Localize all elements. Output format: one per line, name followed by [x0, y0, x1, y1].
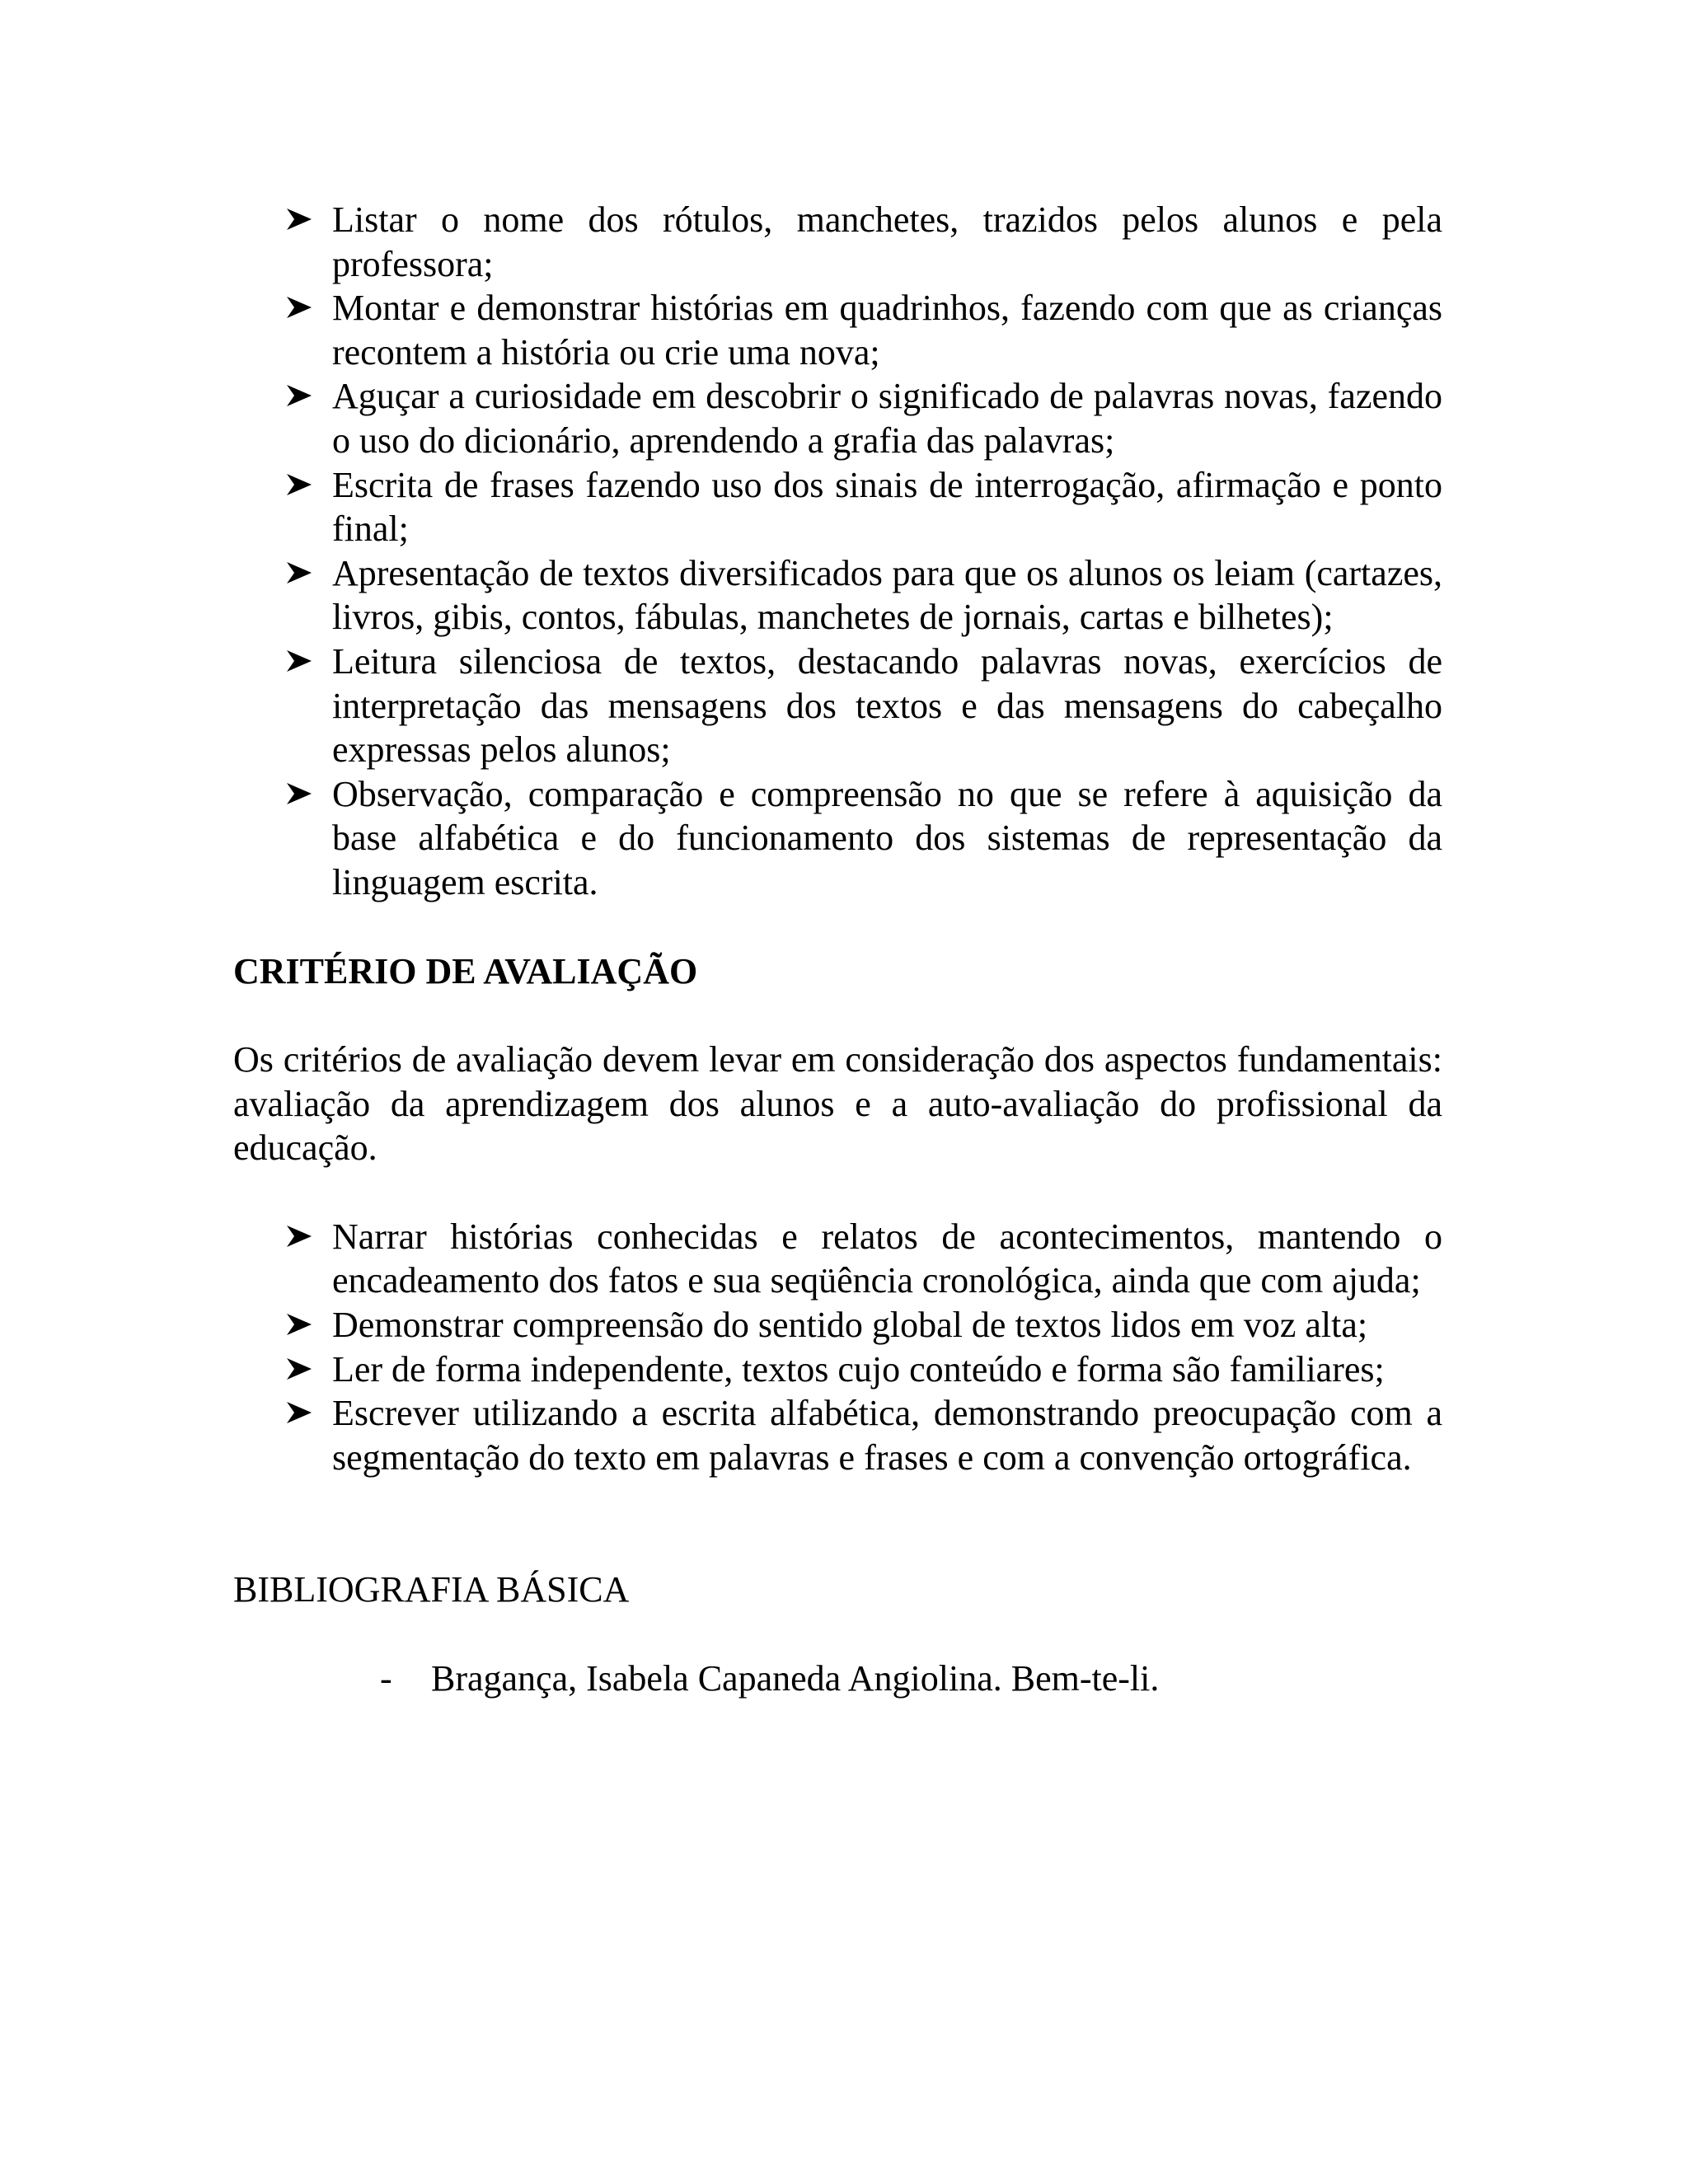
list-item: [332, 463, 1442, 551]
section-heading-bibliography: BIBLIOGRAFIA BÁSICA: [233, 1569, 630, 1610]
list-item: [332, 286, 1442, 374]
arrowhead-bullet-icon: [286, 1401, 312, 1424]
list-item: [332, 1215, 1442, 1303]
list-item-text: Ler de forma independente, textos cujo conteúdo e forma são familiares;: [332, 1348, 1385, 1390]
arrowhead-bullet-icon: [286, 473, 312, 496]
list-item: [332, 1347, 1442, 1392]
list-item: [332, 374, 1442, 462]
evaluation-paragraph: Os critérios de avaliação devem levar em consideração dos aspectos fundamentais: avaliação da aprendizagem dos alunos e a auto-avaliação do profissional da educação.: [233, 1039, 1442, 1169]
arrowhead-bullet-icon: [286, 649, 312, 673]
list-item-text: Escrita de frases fazendo uso dos sinais de interrogação, afirmação e ponto final;: [332, 464, 1442, 550]
list-item: [332, 640, 1442, 772]
arrowhead-bullet-icon: [286, 561, 312, 584]
list-item-text: Leitura silenciosa de textos, destacando palavras novas, exercícios de interpretação das mensagens dos textos e das mensagens do cabeçalho expressas pelos alunos;: [332, 640, 1442, 771]
arrowhead-bullet-icon: [286, 1225, 312, 1248]
list-item-text: Apresentação de textos diversificados para que os alunos os leiam (cartazes, livros, gibis, contos, fábulas, manchetes de jornais, cartas e bilhetes);: [332, 552, 1442, 638]
list-item-text: Aguçar a curiosidade em descobrir o significado de palavras novas, fazendo o uso do dicionário, aprendendo a grafia das palavras;: [332, 376, 1442, 461]
arrowhead-bullet-icon: [286, 782, 312, 805]
bibliography-list: [233, 1657, 1442, 1701]
section-heading-evaluation: CRITÉRIO DE AVALIAÇÃO: [233, 950, 698, 991]
arrowhead-bullet-icon: [286, 296, 312, 319]
bibliography-item-text: Bragança, Isabela Capaneda Angiolina. Bem-te-li.: [431, 1658, 1160, 1699]
list-item: [332, 1303, 1442, 1347]
list-item: [332, 1391, 1442, 1479]
dash-bullet: -: [380, 1658, 392, 1699]
list-item: [332, 198, 1442, 286]
evaluation-criteria-list: [233, 1215, 1442, 1480]
list-item: [332, 551, 1442, 640]
list-item-text: Demonstrar compreensão do sentido global de textos lidos em voz alta;: [332, 1305, 1368, 1346]
activities-list: [233, 198, 1442, 905]
list-item-text: Narrar histórias conhecidas e relatos de acontecimentos, mantendo o encadeamento dos fatos e sua seqüência cronológica, ainda que com ajuda;: [332, 1216, 1442, 1301]
list-item-text: Escrever utilizando a escrita alfabética, demonstrando preocupação com a segmentação do texto em palavras e frases e com a convenção ortográfica.: [332, 1393, 1442, 1478]
list-item-text: Montar e demonstrar histórias em quadrinhos, fazendo com que as crianças recontem a história ou crie uma nova;: [332, 288, 1442, 373]
list-item-text: Listar o nome dos rótulos, manchetes, trazidos pelos alunos e pela professora;: [332, 199, 1442, 284]
arrowhead-bullet-icon: [286, 384, 312, 407]
arrowhead-bullet-icon: [286, 1313, 312, 1336]
bibliography-item: [380, 1657, 1442, 1701]
arrowhead-bullet-icon: [286, 1357, 312, 1380]
document-page: [233, 198, 1442, 1701]
arrowhead-bullet-icon: [286, 208, 312, 231]
list-item: [332, 772, 1442, 905]
list-item-text: Observação, comparação e compreensão no que se refere à aquisição da base alfabética e do funcionamento dos sistemas de representação da linguagem escrita.: [332, 773, 1442, 902]
